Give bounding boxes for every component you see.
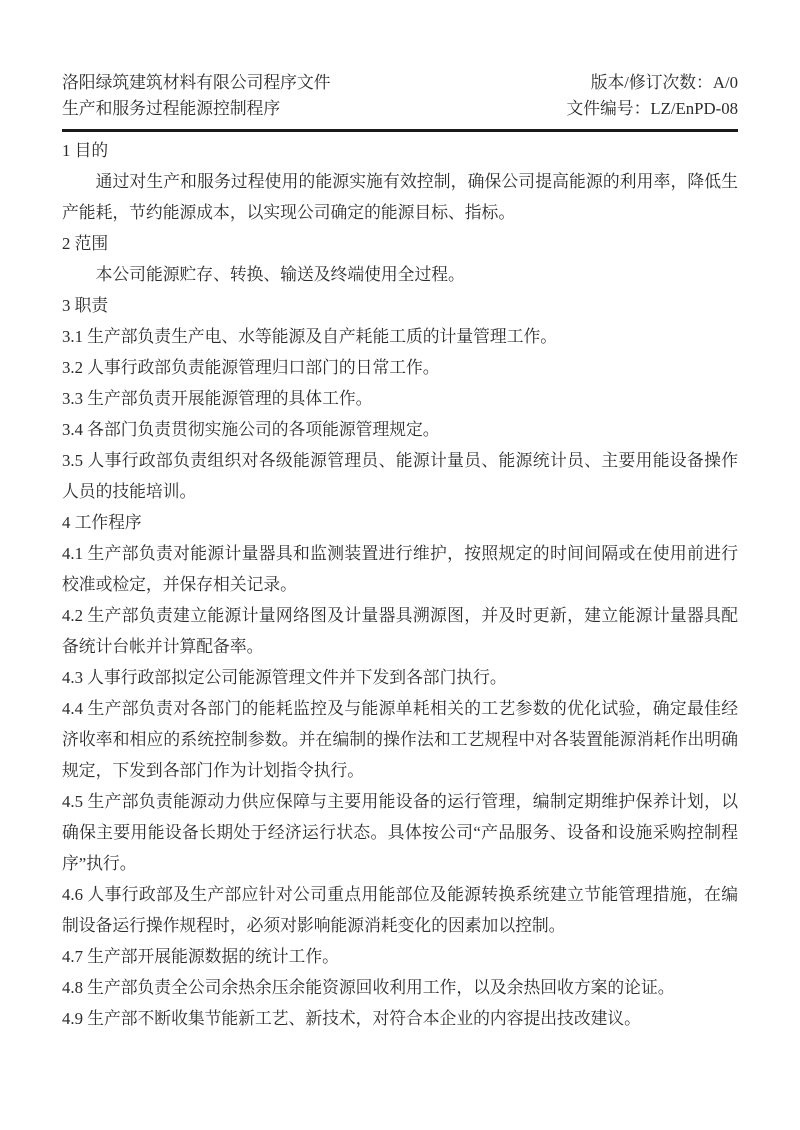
page-content [62, 0, 738, 1034]
clause-item: 4.4 生产部负责对各部门的能耗监控及与能源单耗相关的工艺参数的优化试验，确定最佳经济收率和相应的系统控制参数。并在编制的操作法和工艺规程中对各装置能源消耗作出明确规定，下发到各部门作为计划指令执行。 [62, 699, 738, 780]
clause-item: 4.1 生产部负责对能源计量器具和监测装置进行维护，按照规定的时间间隔或在使用前进行校准或检定，并保存相关记录。 [62, 544, 738, 594]
doc-body [62, 135, 738, 1034]
clause-item: 4.5 生产部负责能源动力供应保障与主要用能设备的运行管理，编制定期维护保养计划，以确保主要用能设备长期处于经济运行状态。具体按公司“产品服务、设备和设施采购控制程序”执行。 [62, 792, 738, 873]
version-info: 版本/修订次数：A/0 [590, 73, 738, 92]
doc-header-right [566, 70, 738, 122]
header-divider [62, 129, 738, 132]
section-heading: 4 工作程序 [62, 513, 142, 532]
paragraph: 通过对生产和服务过程使用的能源实施有效控制，确保公司提高能源的利用率，降低生产能耗，节约能源成本，以实现公司确定的能源目标、指标。 [62, 172, 738, 222]
clause-item: 3.2 人事行政部负责能源管理归口部门的日常工作。 [62, 358, 440, 377]
section-heading: 2 范围 [62, 234, 109, 253]
company-name: 洛阳绿筑建筑材料有限公司程序文件 [62, 73, 331, 92]
section-heading: 3 职责 [62, 296, 109, 315]
clause-item: 4.8 生产部负责全公司余热余压余能资源回收利用工作，以及余热回收方案的论证。 [62, 978, 675, 997]
clause-item: 3.1 生产部负责生产电、水等能源及自产耗能工质的计量管理工作。 [62, 327, 558, 346]
clause-item: 4.6 人事行政部及生产部应针对公司重点用能部位及能源转换系统建立节能管理措施，在编制设备运行操作规程时，必须对影响能源消耗变化的因素加以控制。 [62, 885, 738, 935]
doc-header [62, 70, 738, 122]
section-heading: 1 目的 [62, 141, 109, 160]
clause-item: 4.7 生产部开展能源数据的统计工作。 [62, 947, 339, 966]
paragraph: 本公司能源贮存、转换、输送及终端使用全过程。 [95, 265, 465, 284]
clause-item: 4.2 生产部负责建立能源计量网络图及计量器具溯源图，并及时更新，建立能源计量器具配备统计台帐并计算配备率。 [62, 606, 738, 656]
doc-header-left [62, 70, 331, 122]
clause-item: 3.5 人事行政部负责组织对各级能源管理员、能源计量员、能源统计员、主要用能设备操作人员的技能培训。 [62, 451, 738, 501]
clause-item: 3.3 生产部负责开展能源管理的具体工作。 [62, 389, 373, 408]
clause-item: 4.3 人事行政部拟定公司能源管理文件并下发到各部门执行。 [62, 668, 507, 687]
doc-title: 生产和服务过程能源控制程序 [62, 99, 281, 118]
doc-number: 文件编号：LZ/EnPD-08 [566, 99, 738, 118]
clause-item: 3.4 各部门负责贯彻实施公司的各项能源管理规定。 [62, 420, 440, 439]
clause-item: 4.9 生产部不断收集节能新工艺、新技术，对符合本企业的内容提出技改建议。 [62, 1009, 641, 1028]
